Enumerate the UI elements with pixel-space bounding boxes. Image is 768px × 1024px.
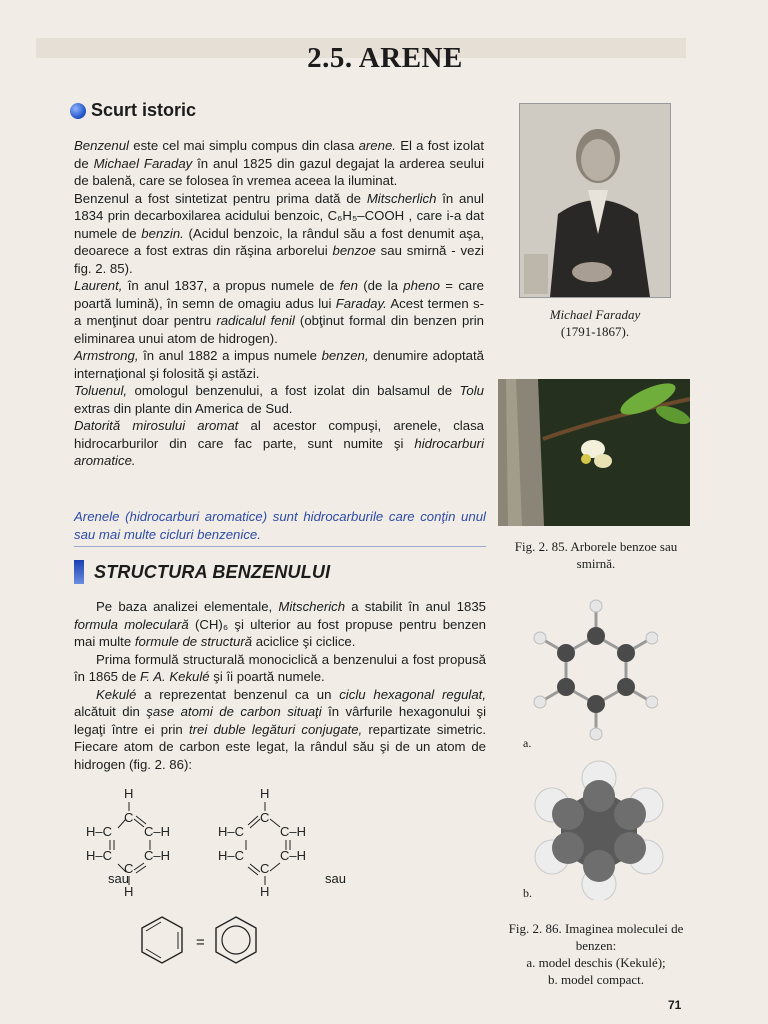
section-title: STRUCTURA BENZENULUI — [94, 561, 331, 582]
paragraph: Armstrong, în anul 1882 a impus numele benzen, denumire adoptată internaţional şi folosită şi astăzi. — [74, 348, 485, 381]
fig86-caption — [496, 920, 696, 988]
fig86-line-b: b. model compact. — [547, 972, 645, 987]
faraday-portrait — [519, 103, 671, 298]
chapter-title: 2.5. ARENE — [307, 42, 463, 74]
italic-term: benzoe — [332, 243, 376, 258]
or-label: sau — [325, 871, 346, 886]
faraday-caption-years: (1791-1867). — [560, 324, 630, 339]
italic-term: Mitscherlich — [366, 190, 437, 206]
structure-text — [74, 598, 486, 773]
equals-sign: = — [196, 934, 205, 951]
blue-bullet-icon — [70, 103, 86, 119]
page-number: 71 — [668, 998, 682, 1012]
kekule-formulas — [80, 784, 460, 898]
definition-arene: Arenele (hidrocarburi aromatice) sunt hidrocarburile care conţin unul sau mai multe cicluri benzenice. — [74, 509, 486, 542]
svg-text:C: C — [124, 810, 134, 825]
or-label: sau — [108, 871, 129, 886]
svg-text:H: H — [260, 786, 270, 801]
svg-text:C–H: C–H — [280, 848, 307, 863]
fig85-caption-text: Fig. 2. 85. Arborele benzoe sau smirnă. — [514, 539, 678, 571]
svg-text:H: H — [260, 884, 270, 898]
paragraph: Benzenul este cel mai simplu compus din clasa arene. El a fost izolat de Michael Faraday în anul 1825 din gazul degajat la arderea seului de balenă, care se folosea în vremea aceea la iluminat. — [74, 138, 485, 188]
paragraph: Datorită mirosului aromat al acestor compuşi, arenele, clasa hidrocarburilor din care fac parte, sunt numite şi hidrocarburi aromatice. — [74, 418, 485, 468]
benzene-open-model — [532, 598, 658, 742]
italic-term: Armstrong, — [74, 348, 139, 363]
italic-term: Tolu — [459, 383, 484, 398]
svg-text:H: H — [124, 884, 134, 898]
paragraph: Benzenul a fost sintetizat pentru prima dată de Mitscherlich în anul 1834 prin decarboxilarea acidului benzoic, C₆H₅–COOH , care i-a dat numele de benzin. (Acidul benzoic, la rândul său a fost denumit aşa, deoarece a fost extras din răşina arborelui benzoe sau smirnă - vezi fig. 2. 85). — [74, 190, 485, 276]
italic-term: fen — [339, 278, 358, 293]
svg-text:C–H: C–H — [144, 848, 171, 863]
paragraph: Pe baza analizei elementale, Mitscherich a stabilit în anul 1835 formula moleculară (CH)₆ şi ulterior au fost propuse pentru benzen mai multe formule de structură aciclice şi ciclice. — [74, 599, 487, 649]
italic-term: Mitscherich — [278, 599, 346, 614]
italic-term: Kekulé — [96, 686, 137, 702]
svg-text:H–C: H–C — [86, 848, 113, 863]
italic-term: benzen, — [321, 348, 369, 363]
divider — [74, 546, 486, 547]
italic-term: benzin. — [141, 225, 184, 241]
italic-term: radicalul fenil — [216, 313, 295, 328]
italic-term: hidrocarburi aromatice. — [74, 435, 484, 468]
portrait-image — [520, 104, 670, 297]
section-title: Scurt istoric — [91, 100, 197, 120]
paragraph: Laurent, în anul 1837, a propus numele de fen (de la pheno = care poartă lumină), în semn de omagiu adus lui Faraday. Acest termen s-a menţinut doar pentru radicalul fenil (obţinut formal din benzen prin eliminarea unui atom de hidrogen). — [74, 278, 485, 346]
svg-text:C: C — [124, 861, 134, 876]
svg-text:C: C — [260, 810, 270, 825]
blue-square-icon — [74, 560, 84, 584]
label-b: b. — [523, 886, 532, 900]
fig85-caption — [498, 538, 694, 572]
faraday-caption-name: Michael Faraday — [549, 307, 641, 322]
svg-text:C–H: C–H — [280, 824, 307, 839]
italic-term: ciclu hexagonal regulat, — [339, 686, 487, 702]
italic-term: Faraday. — [335, 295, 387, 311]
benzoe-tree-photo — [498, 379, 690, 526]
section-heading-history — [70, 100, 196, 121]
plant-image — [498, 379, 690, 526]
fig86-line-a: a. model deschis (Kekulé); — [526, 955, 666, 970]
svg-text:H: H — [124, 786, 134, 801]
svg-text:H–C: H–C — [218, 848, 245, 863]
label-a: a. — [523, 736, 532, 750]
italic-term: Michael Faraday — [93, 155, 193, 171]
italic-term: şase atomi de carbon situaţi — [146, 704, 322, 719]
svg-text:C: C — [260, 861, 270, 876]
section-heading-structure — [74, 560, 330, 584]
italic-term: F. A. Kekulé — [140, 669, 210, 684]
italic-term: Benzenul — [74, 138, 129, 153]
svg-text:C–H: C–H — [144, 824, 171, 839]
fig86-title: Fig. 2. 86. Imaginea moleculei de benzen: — [508, 921, 684, 953]
paragraph: Toluenul, omologul benzenului, a fost izolat din balsamul de Tolu extras din plante din America de Sud. — [74, 383, 484, 416]
italic-term: pheno — [403, 278, 440, 293]
italic-term: formule de structură — [134, 634, 253, 649]
italic-term: Datorită mirosului aromat — [74, 418, 239, 433]
italic-term: trei duble legături conjugate, — [188, 721, 363, 737]
svg-text:H–C: H–C — [86, 824, 113, 839]
history-text — [74, 137, 484, 470]
italic-term: Laurent, — [74, 278, 123, 293]
italic-term: Toluenul, — [74, 383, 128, 398]
paragraph: Prima formulă structurală monociclică a benzenului a fost propusă în 1865 de F. A. Kekulé şi îi poartă numele. — [74, 651, 486, 684]
italic-term: arene. — [358, 138, 396, 153]
paragraph: Kekulé a reprezentat benzenul ca un ciclu hexagonal regulat, alcătuit din şase atomi de carbon situaţi în vârfurile hexagonului şi legaţi între ei prin trei duble legături conjugate, repartizate simetric. Fiecare atom de carbon este legat, la rândul său şi de un atom de hidrogen (fig. 2. 86): — [74, 686, 487, 772]
svg-text:H–C: H–C — [218, 824, 245, 839]
benzene-ring-symbols — [134, 912, 284, 972]
benzene-compact-model — [534, 760, 664, 900]
italic-term: formula moleculară — [74, 616, 189, 632]
